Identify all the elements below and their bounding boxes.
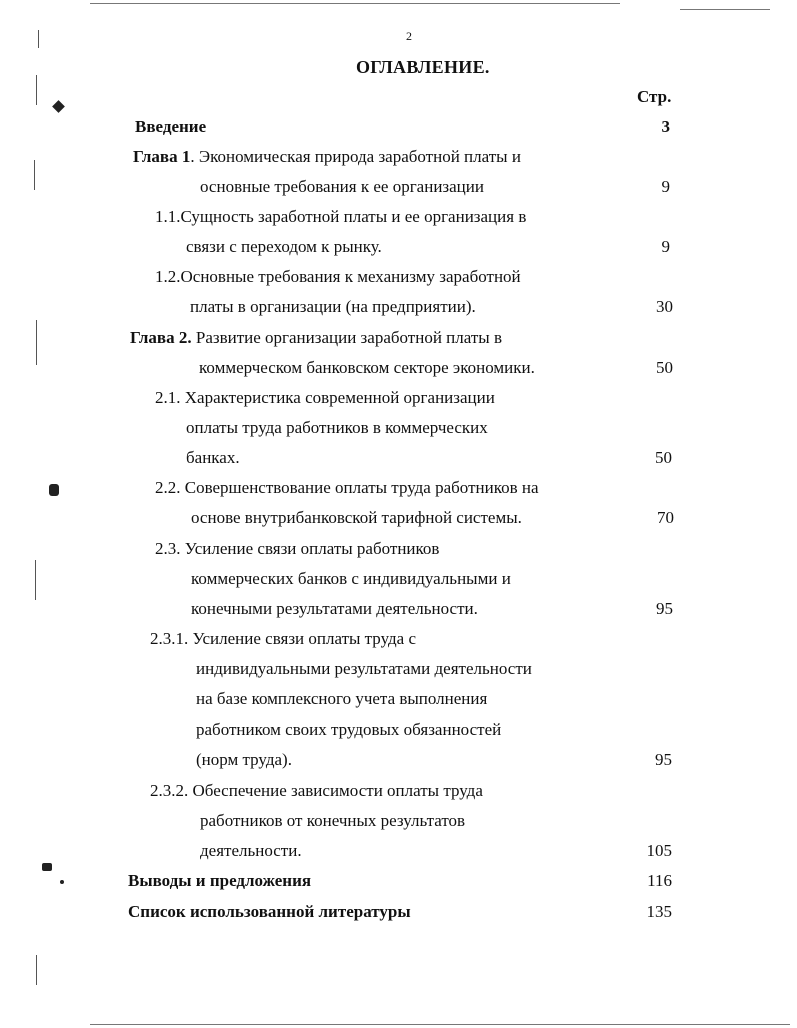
toc-entry-line: работником своих трудовых обязанностей (196, 720, 502, 739)
toc-entry-intro: Введение (135, 117, 207, 136)
scan-blot (52, 100, 65, 113)
scan-artifact-line (34, 160, 35, 190)
toc-entry-line: коммерческих банков с индивидуальными и (191, 569, 511, 588)
toc-entry-bibliography: Список использованной литературы (128, 902, 411, 921)
toc-entry-line: банках. (186, 448, 240, 467)
toc-entry-section-2-1: 2.1. Характеристика современной организации (155, 388, 495, 407)
toc-entry-section-1-1: 1.1.Сущность заработной платы и ее организация в (155, 207, 527, 226)
toc-entry-line: коммерческом банковском секторе экономики. (199, 358, 535, 377)
toc-entry-chapter-2: Глава 2. Развитие организации заработной платы в (130, 328, 502, 347)
scan-artifact-line (36, 955, 37, 985)
toc-entry-section-2-3-1: 2.3.1. Усиление связи оплаты труда с (150, 629, 417, 648)
toc-page-number: 116 (647, 871, 672, 890)
toc-entry-line: деятельности. (200, 841, 302, 860)
toc-entry-line: оплаты труда работников в коммерческих (186, 418, 488, 437)
toc-entry-line: платы в организации (на предприятии). (190, 297, 476, 316)
toc-entry-line: связи с переходом к рынку. (186, 237, 382, 256)
toc-page-number: 50 (656, 358, 673, 377)
toc-page-number: 9 (661, 177, 670, 196)
scan-blot (49, 484, 59, 496)
toc-page-number: 50 (655, 448, 672, 467)
scan-artifact-line (36, 75, 37, 105)
scan-edge-top (90, 3, 620, 4)
scan-blot (42, 863, 52, 871)
toc-entry-line: конечными результатами деятельности. (191, 599, 478, 618)
page-column-header: Стр. (637, 87, 672, 106)
toc-page-number: 105 (646, 841, 672, 860)
toc-page-number: 70 (657, 508, 674, 527)
toc-entry-line: основе внутрибанковской тарифной системы. (191, 508, 522, 527)
toc-entry-conclusions: Выводы и предложения (128, 871, 312, 890)
toc-entry-chapter-1: Глава 1. Экономическая природа заработной платы и (133, 147, 521, 166)
toc-entry-line: на базе комплексного учета выполнения (196, 689, 488, 708)
toc-page-number: 30 (656, 297, 673, 316)
scan-edge-top-right (680, 9, 770, 10)
toc-entry-section-2-3: 2.3. Усиление связи оплаты работников (155, 539, 440, 558)
toc-entry-section-2-2: 2.2. Совершенствование оплаты труда работников на (155, 478, 539, 497)
toc-page-number: 3 (661, 117, 670, 136)
toc-entry-line: основные требования к ее организации (200, 177, 484, 196)
page-title: ОГЛАВЛЕНИЕ. (356, 57, 490, 77)
scan-dot (60, 880, 64, 884)
toc-page-number: 95 (655, 750, 672, 769)
scan-edge-bottom (90, 1024, 790, 1025)
toc-entry-section-2-3-2: 2.3.2. Обеспечение зависимости оплаты труда (150, 781, 483, 800)
scan-artifact-line (35, 560, 36, 600)
scan-artifact-line (38, 30, 39, 48)
toc-page-number: 9 (661, 237, 670, 256)
toc-entry-line: (норм труда). (196, 750, 292, 769)
page-number: 2 (406, 29, 412, 43)
toc-entry-section-1-2: 1.2.Основные требования к механизму заработной (155, 267, 521, 286)
toc-entry-line: индивидуальными результатами деятельности (196, 659, 532, 678)
toc-page-number: 135 (646, 902, 672, 921)
toc-entry-line: работников от конечных результатов (200, 811, 466, 830)
scan-artifact-line (36, 320, 37, 365)
toc-page-number: 95 (656, 599, 673, 618)
